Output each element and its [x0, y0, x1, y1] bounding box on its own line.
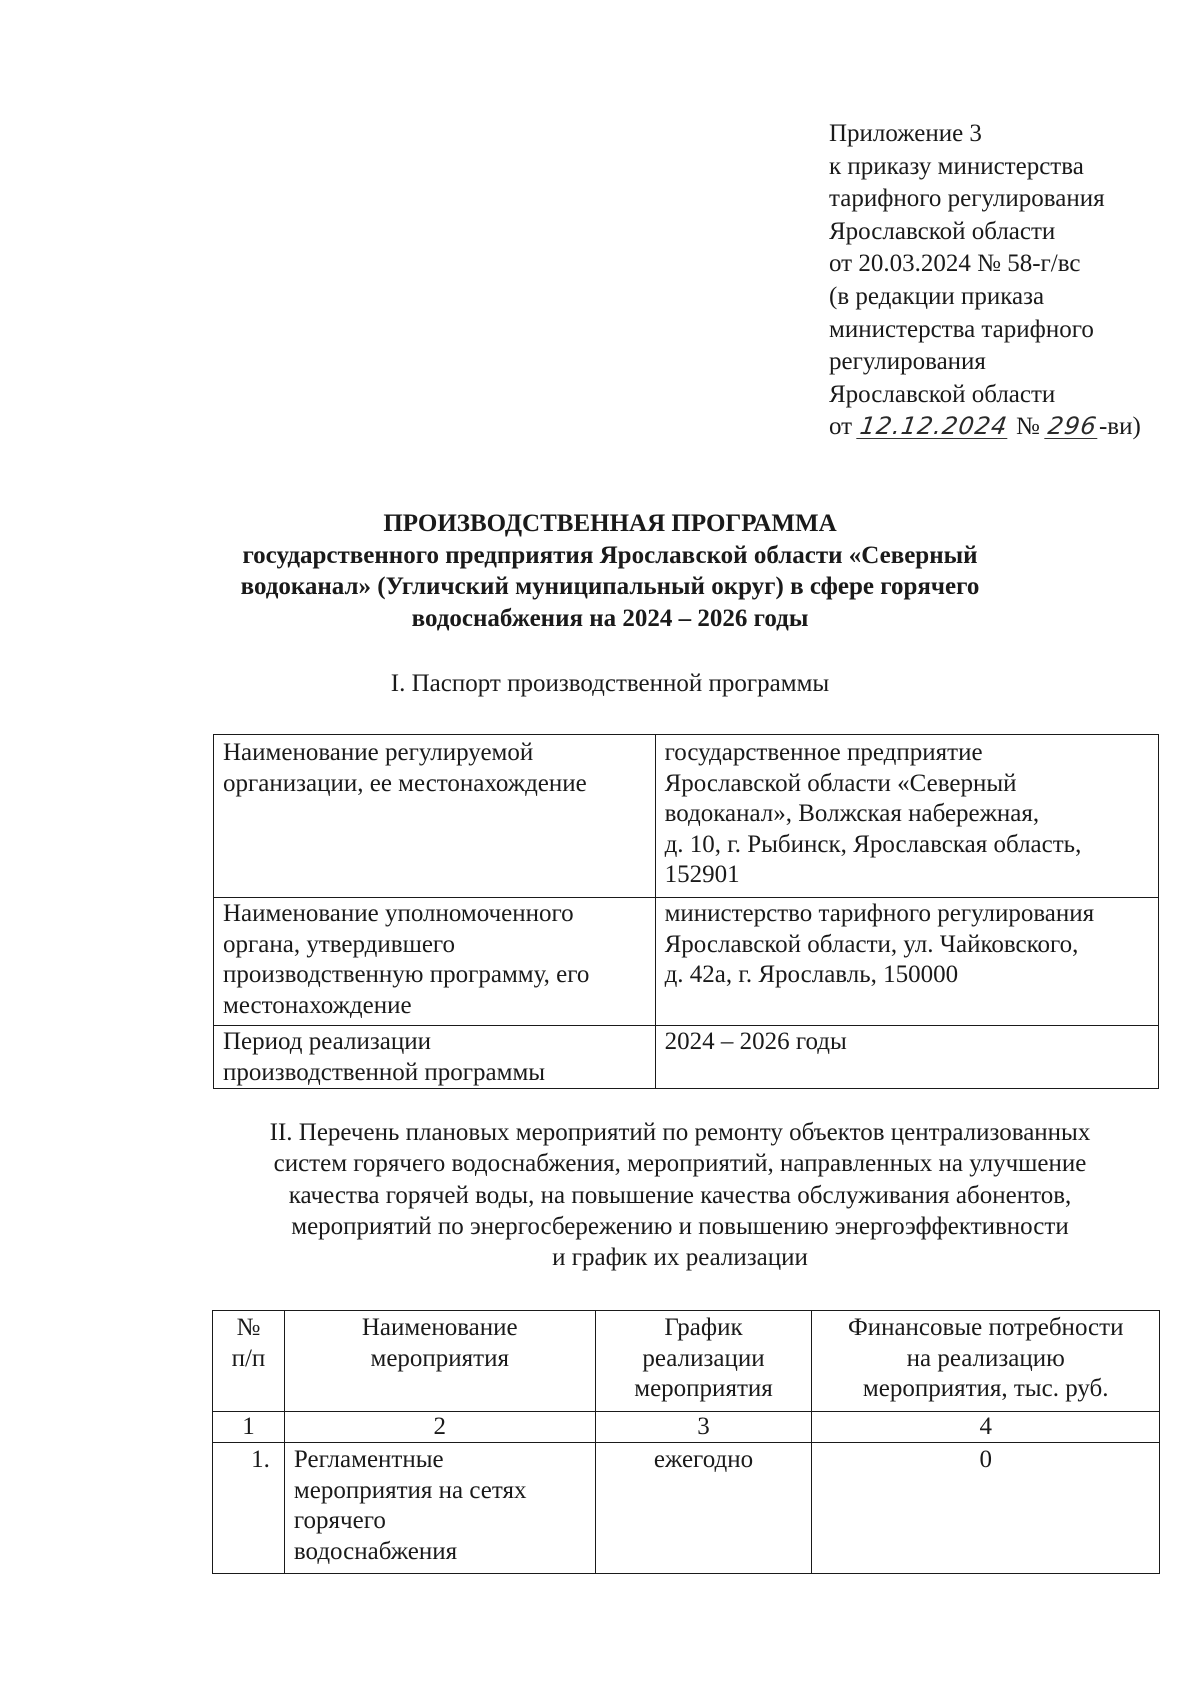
column-number: 1 [213, 1412, 285, 1443]
header-line: п/п [231, 1344, 266, 1372]
appendix-line: тарифного регулирования [829, 185, 1105, 213]
cell-line: Регламентные [293, 1446, 444, 1473]
header-line: мероприятия [370, 1344, 509, 1372]
appendix-line: к приказу министерства [829, 152, 1084, 180]
passport-value-cell [655, 898, 1158, 1026]
appendix-date-prefix: от [829, 413, 853, 441]
cell-line: Период реализации [223, 1028, 431, 1055]
appendix-last-line [829, 411, 1141, 444]
passport-value-cell [655, 735, 1158, 898]
cell-line: органа, утвердившего [223, 930, 456, 958]
schedule-cell: ежегодно [595, 1443, 812, 1574]
cell-line: местонахождение [223, 991, 412, 1019]
cell-line: водоснабжения [293, 1537, 458, 1565]
table-row [214, 735, 1159, 898]
heading-line: и график их реализации [552, 1244, 808, 1272]
column-number-row [213, 1412, 1160, 1443]
appendix-line: Ярославской области [829, 380, 1056, 408]
cell-line: Наименование уполномоченного [223, 900, 574, 927]
section2-heading [200, 1117, 1160, 1273]
header-line: График [664, 1314, 743, 1341]
column-number: 3 [595, 1412, 812, 1443]
heading-line: мероприятий по энергосбережению и повышению энергоэффективности [291, 1212, 1069, 1240]
cell-line: государственное предприятие [664, 739, 983, 766]
passport-table [213, 734, 1159, 1089]
appendix-line: (в редакции приказа [829, 282, 1045, 310]
appendix-number-suffix: -ви) [1098, 413, 1141, 441]
cell-line: д. 42а, г. Ярославль, 150000 [664, 961, 959, 988]
cell-line: Наименование регулируемой [223, 739, 534, 766]
passport-label-cell [214, 735, 656, 898]
cell-line: производственную программу, его [223, 961, 590, 988]
handwritten-number: 296 [1046, 412, 1099, 441]
cell-line: 2024 – 2026 годы [664, 1028, 847, 1055]
cost-cell: 0 [812, 1443, 1160, 1574]
cell-line: мероприятия на сетях [293, 1476, 527, 1504]
passport-label-cell [214, 898, 656, 1026]
passport-value-cell [655, 1026, 1158, 1089]
main-title: ПРОИЗВОДСТВЕННАЯ ПРОГРАММА [383, 510, 837, 537]
column-number: 4 [812, 1412, 1160, 1443]
heading-line: систем горячего водоснабжения, мероприятий, направленных на улучшение [273, 1150, 1087, 1178]
table-row [213, 1443, 1160, 1574]
table-row [214, 898, 1159, 1026]
heading-line: II. Перечень плановых мероприятий по ремонту объектов централизованных [269, 1119, 1091, 1146]
appendix-line: от 20.03.2024 № 58-г/вс [829, 250, 1081, 278]
cell-line: Ярославской области «Северный [664, 769, 1017, 797]
cell-line: 152901 [664, 861, 740, 888]
header-line: на реализацию [906, 1344, 1065, 1372]
number-sign: № [1016, 413, 1040, 441]
header-financing [812, 1311, 1160, 1412]
header-line: Наименование [361, 1314, 518, 1341]
event-name-cell [284, 1443, 595, 1574]
subtitle-line: водоканал» (Угличский муниципальный округ) в сфере горячего [240, 573, 980, 600]
appendix-line: министерства тарифного [829, 315, 1094, 343]
row-number: 1. [213, 1443, 285, 1574]
header-schedule [595, 1311, 812, 1412]
cell-line: министерство тарифного регулирования [664, 900, 1095, 927]
appendix-line: регулирования [829, 348, 986, 376]
appendix-line: Приложение 3 [829, 120, 982, 147]
header-line: № [236, 1314, 261, 1341]
header-number [213, 1311, 285, 1412]
subtitle-line: водоснабжения на 2024 – 2026 годы [411, 604, 809, 632]
subtitle-line: государственного предприятия Ярославской области «Северный [242, 541, 978, 569]
document-title [170, 508, 1050, 634]
column-number: 2 [284, 1412, 595, 1443]
cell-line: водоканал», Волжская набережная, [664, 800, 1040, 827]
handwritten-date: 12.12.2024 [858, 412, 1010, 441]
header-event-name [284, 1311, 595, 1412]
header-line: реализации [642, 1344, 765, 1372]
cell-line: Ярославской области, ул. Чайковского, [664, 930, 1079, 958]
header-line: Финансовые потребности [847, 1314, 1124, 1341]
section1-heading: I. Паспорт производственной программы [390, 670, 830, 697]
appendix-line: Ярославской области [829, 217, 1056, 245]
table-row [214, 1026, 1159, 1089]
header-line: мероприятия, тыс. руб. [862, 1375, 1109, 1402]
events-table [212, 1310, 1160, 1574]
cell-line: производственной программы [223, 1058, 546, 1086]
cell-line: организации, ее местонахождение [223, 769, 587, 797]
table-header-row [213, 1311, 1160, 1412]
passport-label-cell [214, 1026, 656, 1089]
cell-line: горячего [293, 1507, 386, 1534]
appendix-block [829, 118, 1141, 444]
heading-line: качества горячей воды, на повышение качества обслуживания абонентов, [288, 1181, 1072, 1209]
header-line: мероприятия [634, 1375, 773, 1402]
cell-line: д. 10, г. Рыбинск, Ярославская область, [664, 830, 1082, 858]
